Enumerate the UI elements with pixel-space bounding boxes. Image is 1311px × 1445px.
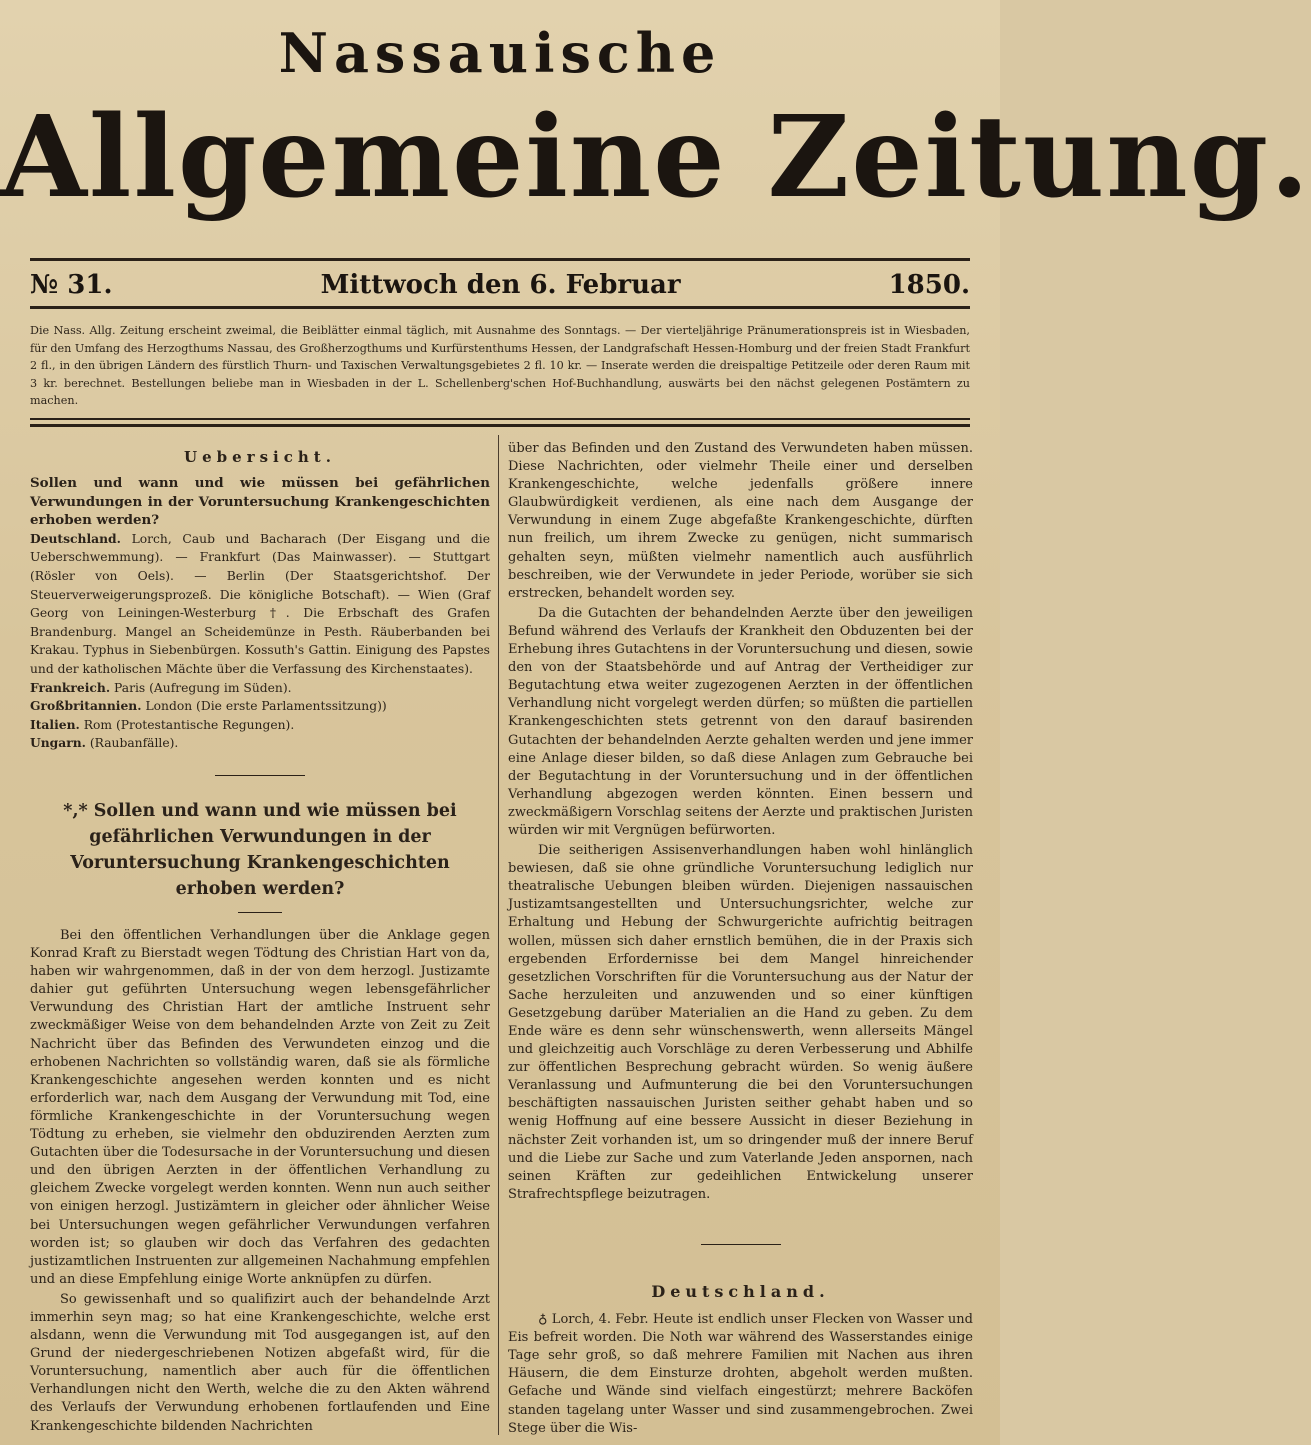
- header-rule-2: [30, 424, 970, 427]
- article-paragraph: Bei den öffentlichen Verhandlungen über die Anklage gegen Konrad Kraft zu Bierstadt wegen Tödtung des Christian Hart von da, haben wir wahrgenommen, daß in der von dem herzogl. Justizamte dahier gut geführten Untersuchung wegen lebensgefährlicher Verwundung des Christian Hart der amtliche Instruent sehr zweckmäßiger Weise von dem behandelnden Arzte von Zeit zu Zeit Nachricht über das Befinden des Verwundeten einzog und die erhobenen Nachrichten so vollständig waren, daß sie als förmliche Krankengeschichte angesehen werden konnten und es nicht erforderlich war, nach dem Ausgang der Verwundung mit Tod, eine förmliche Krankengeschichte in der Voruntersuchung wegen Tödtung zu erheben, sie vielmehr den obduzirenden Aerzten zum Gutachten über die Todesursache in der Voruntersuchung und diesen und den übrigen Aerzten in der öffentlichen Verhandlung zu gleichem Zwecke vorgelegt werden konnten. Wenn nun auch seither von einigen herzogl. Justizämtern in gleicher oder ähnlicher Weise bei Untersuchungen wegen gefährlicher Verwundungen verfahren worden ist; so glauben wir doch das Verfahren des gedachten justizamtlichen Instruenten zur allgemeinen Nachahmung empfehlen und an diese Empfehlung einige Worte anknüpfen zu dürfen.: [30, 928, 490, 1287]
- article-title: *,* Sollen und wann und wie müssen bei gefährlichen Verwundungen in der Voruntersuchung Krankengeschichten erhoben werden?: [63, 801, 457, 899]
- dispatch-paragraph: ♁ Lorch, 4. Febr. Heute ist endlich unser Flecken von Wasser und Eis befreit worden. Die Noth war während des Wasserstandes einige Tage sehr groß, so daß mehrere Familien mit Nachen aus ihren Häusern, die dem Einsturze drohten, abgeholt werden mußten. Gefache und Wände sind vielfach eingestürzt; mehrere Backöfen standen tagelang unter Wasser und sind zusammengebrochen. Zwei Stege über die Wis-: [508, 1312, 973, 1436]
- article-end-rule: [701, 1244, 781, 1245]
- masthead-line1: Nassauische: [278, 21, 722, 85]
- overview-text: Rom (Protestantische Regungen).: [83, 717, 295, 732]
- overview-heading: Uebersicht.: [184, 448, 336, 466]
- article-paragraph: über das Befinden und den Zustand des Verwundeten haben müssen. Diese Nachrichten, oder vielmehr Theile einer und derselben Krankengeschichte, welche jedenfalls größere innere Glaubwürdigkeit verdienen, als eine nach dem Ausgange der Verwundung in einem Zuge abgefaßte Krankengeschichte, dürften nun freilich, um ihrem Zwecke zu genügen, nicht summarisch gehalten seyn, müßten vielmehr namentlich auch ausführlich beschreiben, wie der Verwundete in jeder Periode, worüber sie sich erstrecken, behandelt worden sey.: [508, 441, 973, 601]
- overview-question: Sollen und wann und wie müssen bei gefährlichen Verwundungen in der Voruntersuchung Krankengeschichten erhoben werden?: [30, 475, 490, 529]
- overview-item: [30, 530, 490, 679]
- overview-item: [30, 734, 490, 753]
- title-separator: [238, 912, 282, 913]
- masthead: [0, 18, 1311, 228]
- overview-country: Italien.: [30, 716, 80, 732]
- left-column: [30, 440, 490, 1438]
- overview-separator: [215, 775, 305, 776]
- masthead-rule-top: [30, 258, 970, 261]
- overview-country: Großbritannien.: [30, 698, 142, 714]
- article-paragraph: So gewissenhaft und so qualifizirt auch der behandelnde Arzt immerhin seyn mag; so hat eine Krankengeschichte, welche erst alsdann, wenn die Verwundung mit Tod ausgegangen ist, auf den Grund der niedergeschriebenen Notizen abgefaßt wird, für die Voruntersuchung, namentlich aber auch für die öffentlichen Verhandlungen nicht den Werth, welche die zu den Akten während des Verlaufs der Verwundung erhobenen fortlaufenden und Eine Krankengeschichte bildenden Nachrichten: [30, 1291, 490, 1434]
- column-divider: [498, 435, 499, 1435]
- overview-text: Lorch, Caub und Bacharach (Der Eisgang und die Ueberschwemmung). — Frankfurt (Das Mainwasser). — Stuttgart (Rösler von Oels). — Berlin (Der Staatsgerichtshof. Der Steuerverweigerungsprozeß. Die königliche Botschaft). — Wien (Graf Georg von Leiningen-Westerburg †. Die Erbschaft des Grafen Brandenburg. Mangel an Scheidemünze in Pesth. Räuberbanden bei Krakau. Typhus in Siebenbürgen. Kossuth's Gattin. Einigung des Papstes und der katholischen Mächte über die Verfassung des Kirchenstaates).: [30, 531, 490, 677]
- overview-item: [30, 697, 490, 716]
- overview-country: Ungarn.: [30, 735, 86, 751]
- dateline-rule: [30, 306, 970, 309]
- masthead-title: Allgemeine Zeitung.: [0, 92, 1311, 223]
- article-paragraph: Die seitherigen Assisenverhandlungen haben wohl hinlänglich bewiesen, daß sie ohne gründliche Voruntersuchung lediglich nur theatralische Uebungen bleiben würden. Diejenigen nassauischen Justizamtsangestellten und Untersuchungsrichter, welche zur Erhaltung und Hebung der Schwurgerichte aufrichtig beitragen wollen, müssen sich daher ernstlich bemühen, die in der Praxis sich ergebenden Erfordernisse bei dem Mangel hinreichender gesetzlichen Vorschriften für die Voruntersuchung aus der Natur der Sache herzuleiten und anzuwenden und so einer künftigen Gesetzgebung darüber Materialien an die Hand zu geben. Zu dem Ende wäre es denn sehr wünschenswerth, wenn allerseits Mängel und gleichzeitig auch Vorschläge zu deren Verbesserung und Abhilfe zur öffentlichen Besprechung gebracht würden. So wenig äußere Veranlassung und Aufmunterung die bei den Voruntersuchungen beschäftigten nassauischen Juristen seither gehabt haben und so wenig Hoffnung auf eine bessere Aussicht in dieser Beziehung in nächster Zeit vorhanden ist, um so dringender muß der innere Beruf und die Liebe zur Sache und zum Vaterlande Jeden anspornen, nach seinen Kräften zur gedeihlichen Entwickelung unserer Strafrechtspflege beizutragen.: [508, 843, 973, 1202]
- overview-country: Frankreich.: [30, 679, 111, 695]
- overview-text: Paris (Aufregung im Süden).: [114, 680, 292, 695]
- overview-country: Deutschland.: [30, 530, 121, 546]
- section-heading: Deutschland.: [651, 1281, 830, 1301]
- overview-text: London (Die erste Parlamentssitzung)): [145, 699, 387, 714]
- overview-text: (Raubanfälle).: [89, 736, 179, 751]
- issue-number: № 31.: [30, 270, 113, 300]
- header-rule-1: [30, 418, 970, 420]
- overview-item: [30, 716, 490, 735]
- overview-item: [30, 679, 490, 698]
- article-paragraph: Da die Gutachten der behandelnden Aerzte über den jeweiligen Befund während des Verlaufs der Krankheit den Obduzenten bei der Erhebung ihres Gutachtens in der Voruntersuchung und diesen, sowie den von der Staatsbehörde und auf Antrag der Vertheidiger zur Begutachtung etwa weiter zugezogenen Aerzten in der öffentlichen Verhandlung nicht vorgelegt werden dürfen; so müßten die partiellen Krankengeschichten stets getrennt von den darauf basirenden Gutachten der behandelnden Aerzte gehalten werden und jene immer eine Anlage dieser bilden, so daß diese Anlagen zum Gebrauche bei der Begutachtung in der Voruntersuchung und in der öffentlichen Verhandlung abgezogen werden könnten. Einen bessern und zweckmäßigern Vorschlag seitens der Aerzte und praktischen Juristen würden wir mit Vergnügen befürworten.: [508, 605, 973, 838]
- issue-date: Mittwoch den 6. Februar: [320, 270, 681, 300]
- subscription-notice: Die Nass. Allg. Zeitung erscheint zweimal, die Beiblätter einmal täglich, mit Ausnahme des Sonntags. — Der vierteljährige Pränumerationspreis ist in Wiesbaden, für den Umfang des Herzogthums Nassau, des Großherzogthums und Kurfürstenthums Hessen, der Landgrafschaft Hessen-Homburg und der freien Stadt Frankfurt 2 fl., in den übrigen Ländern des fürstlich Thurn- und Taxischen Verwaltungsgebietes 2 fl. 10 kr. — Inserate werden die dreispaltige Petitzeile oder deren Raum mit 3 kr. berechnet. Bestellungen beliebe man in Wiesbaden in der L. Schellenberg'schen Hof-Buchhandlung, auswärts bei den nächst gelegenen Postämtern zu machen.: [30, 324, 970, 407]
- issue-year: 1850.: [888, 270, 970, 300]
- right-column: [508, 440, 973, 1440]
- dateline: [30, 270, 970, 300]
